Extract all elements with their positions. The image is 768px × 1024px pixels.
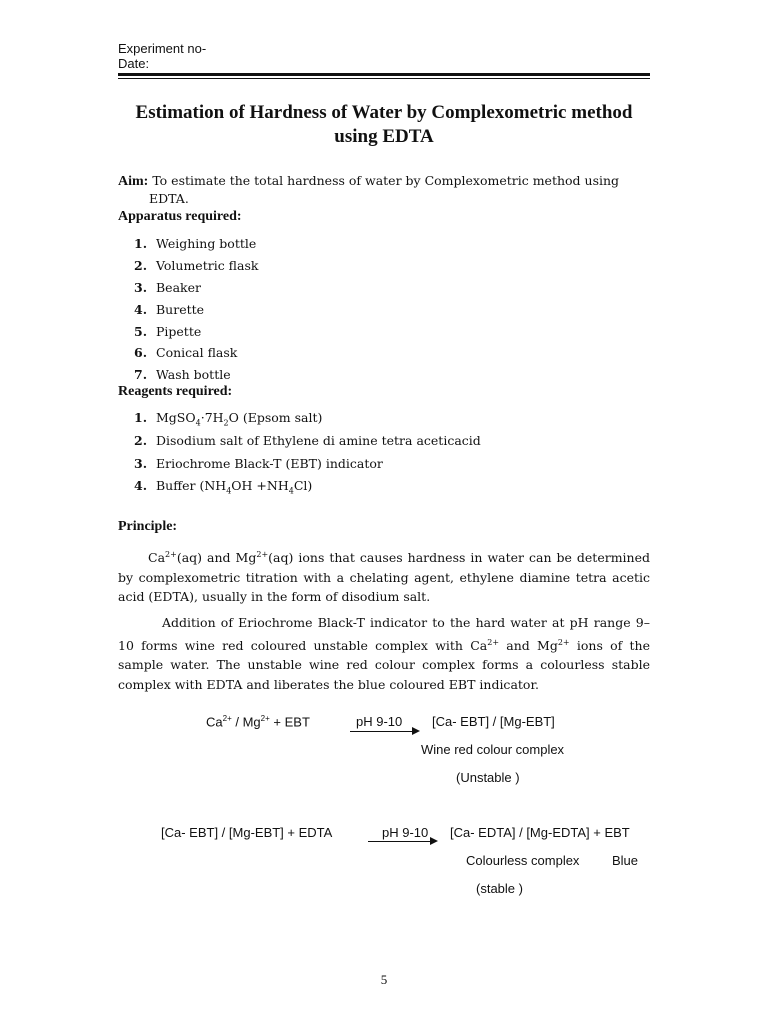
header-rule-thick xyxy=(118,73,650,76)
principle-paragraph-1: $Ca^{2+}(aq)$ and $Mg^{2+}(aq)$ ions that causes hardness in water can be determined by complexometric titration with a chelating agent, ethylene diamine tetra acetic acid (EDTA), usually in the form of disodium salt. xyxy=(118,550,651,605)
equation-1-condition: pH 9-10 xyxy=(356,714,403,729)
apparatus-item-text: Pipette xyxy=(156,324,202,339)
equation-1-note-2: (Unstable ) xyxy=(456,770,520,785)
apparatus-item-number: 3. xyxy=(134,280,148,295)
aim-text-line-2: EDTA. xyxy=(149,191,189,206)
apparatus-item-text: Volumetric flask xyxy=(156,258,259,273)
reagent-item-text: Eriochrome Black-T (EBT) indicator xyxy=(156,456,383,471)
reagent-item-text: $MgSO_4\cdot 7H_2O$ (Epsom salt) xyxy=(156,410,323,428)
reagent-item-number: 4. xyxy=(134,478,148,493)
experiment-number-label: Experiment no- xyxy=(118,41,207,56)
equation-2-condition: pH 9-10 xyxy=(382,825,429,840)
apparatus-item-number: 5. xyxy=(134,324,148,339)
apparatus-item-text: Wash bottle xyxy=(156,367,231,382)
equation-1-reactants: $Ca^{2+} / Mg^{2+}$ + EBT xyxy=(206,714,310,730)
title-line-1: Estimation of Hardness of Water by Complexometric method xyxy=(135,102,633,123)
equation-2-note-1: Colourless complex xyxy=(466,853,580,868)
reagent-item-text: Disodium salt of Ethylene di amine tetra aceticacid xyxy=(156,433,481,448)
apparatus-item xyxy=(134,236,256,251)
apparatus-heading: Apparatus required: xyxy=(118,209,242,224)
reagent-item xyxy=(134,456,383,471)
page-number: 5 xyxy=(380,972,388,987)
apparatus-item-text: Beaker xyxy=(156,280,201,295)
apparatus-item-number: 7. xyxy=(134,367,148,382)
apparatus-item-number: 2. xyxy=(134,258,148,273)
page-title xyxy=(110,101,658,149)
principle-heading: Principle: xyxy=(118,519,178,534)
equation-2-arrow-line xyxy=(368,841,432,842)
apparatus-item xyxy=(134,280,201,295)
equation-1-note-1: Wine red colour complex xyxy=(421,742,565,757)
apparatus-item xyxy=(134,258,258,273)
aim-label: Aim: xyxy=(118,174,149,189)
aim-text-line-1: To estimate the total hardness of water by Complexometric method using xyxy=(152,173,620,188)
aim-section xyxy=(118,172,658,191)
equation-2-product: [Ca- EDTA] / [Mg-EDTA] + EBT xyxy=(450,825,630,840)
reagent-item xyxy=(134,433,481,448)
reagents-heading: Reagents required: xyxy=(118,384,233,399)
equation-1-product: [Ca- EBT] / [Mg-EBT] xyxy=(432,714,555,729)
date-label: Date: xyxy=(118,56,150,71)
apparatus-item-number: 1. xyxy=(134,236,148,251)
reagent-item-number: 1. xyxy=(134,410,148,425)
equation-2-note-2: Blue xyxy=(612,853,639,868)
reagent-item xyxy=(134,410,322,428)
equation-2-note-3: (stable ) xyxy=(476,881,523,896)
apparatus-item xyxy=(134,345,237,360)
reagent-item-number: 2. xyxy=(134,433,148,448)
header-rule-thin xyxy=(118,78,650,79)
apparatus-item xyxy=(134,324,201,339)
equation-1-arrow-line xyxy=(350,731,414,732)
apparatus-item xyxy=(134,367,231,382)
reagent-item xyxy=(134,478,312,496)
apparatus-item xyxy=(134,302,204,317)
apparatus-item-number: 6. xyxy=(134,345,148,360)
equation-2-arrow-icon xyxy=(430,837,438,845)
equation-1-arrow-icon xyxy=(412,727,420,735)
apparatus-item-text: Weighing bottle xyxy=(156,236,257,251)
apparatus-item-number: 4. xyxy=(134,302,148,317)
principle-paragraph-2: Addition of Eriochrome Black-T indicator to the hard water at pH range 9–10 forms wine red coloured unstable complex with $Ca^{2+}$ and $Mg^{2+}$ ions of the sample water. The unstable wine red colour complex forms a colourless stable complex with EDTA and liberates the blue coloured EBT indicator. xyxy=(118,615,650,692)
reagent-item-text: Buffer $(NH_4OH +NH_4Cl)$ xyxy=(156,478,313,496)
title-line-2: using EDTA xyxy=(334,126,434,147)
reagent-item-number: 3. xyxy=(134,456,148,471)
equation-2-reactants: [Ca- EBT] / [Mg-EBT] + EDTA xyxy=(161,825,333,840)
apparatus-item-text: Burette xyxy=(156,302,205,317)
apparatus-item-text: Conical flask xyxy=(156,345,238,360)
